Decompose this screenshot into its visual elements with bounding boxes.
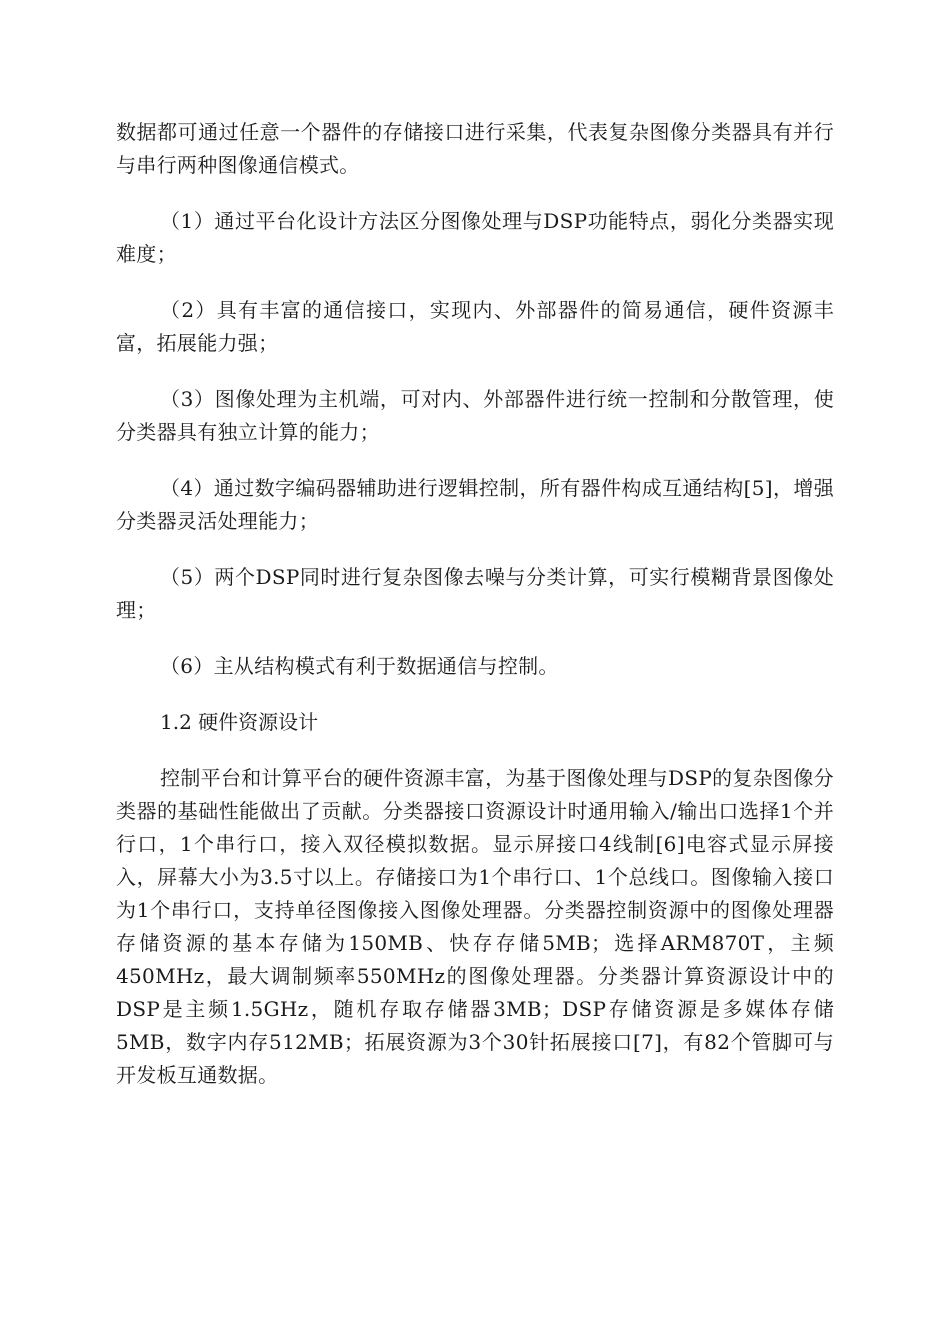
- document-page: [116, 116, 834, 1115]
- feature-item-6: （6）主从结构模式有利于数据通信与控制。: [160, 654, 559, 678]
- intro-paragraph: 数据都可通过任意一个器件的存储接口进行采集，代表复杂图像分类器具有并行与串行两种图像通信模式。: [116, 120, 834, 177]
- feature-item-1: （1）通过平台化设计方法区分图像处理与DSP功能特点，弱化分类器实现难度；: [116, 209, 834, 266]
- feature-item-5: （5）两个DSP同时进行复杂图像去噪与分类计算，可实行模糊背景图像处理；: [116, 565, 834, 622]
- feature-item-4: （4）通过数字编码器辅助进行逻辑控制，所有器件构成互通结构[5]，增强分类器灵活处理能力；: [116, 476, 834, 533]
- body-paragraph: 控制平台和计算平台的硬件资源丰富，为基于图像处理与DSP的复杂图像分类器的基础性能做出了贡献。分类器接口资源设计时通用输入/输出口选择1个并行口，1个串行口，接入双径模拟数据。显示屏接口4线制[6]电容式显示屏接入，屏幕大小为3.5寸以上。存储接口为1个串行口、1个总线口。图像输入接口为1个串行口，支持单径图像接入图像处理器。分类器控制资源中的图像处理器存储资源的基本存储为150MB、快存存储5MB；选择ARM870T，主频450MHz，最大调制频率550MHz的图像处理器。分类器计算资源设计中的DSP是主频1.5GHz，随机存取存储器3MB；DSP存储资源是多媒体存储5MB，数字内存512MB；拓展资源为3个30针拓展接口[7]，有82个管脚可与开发板互通数据。: [116, 766, 834, 1087]
- section-heading: 1.2 硬件资源设计: [160, 710, 319, 734]
- feature-item-2: （2）具有丰富的通信接口，实现内、外部器件的简易通信，硬件资源丰富，拓展能力强；: [116, 298, 834, 355]
- feature-item-3: （3）图像处理为主机端，可对内、外部器件进行统一控制和分散管理，使分类器具有独立计算的能力；: [116, 387, 834, 444]
